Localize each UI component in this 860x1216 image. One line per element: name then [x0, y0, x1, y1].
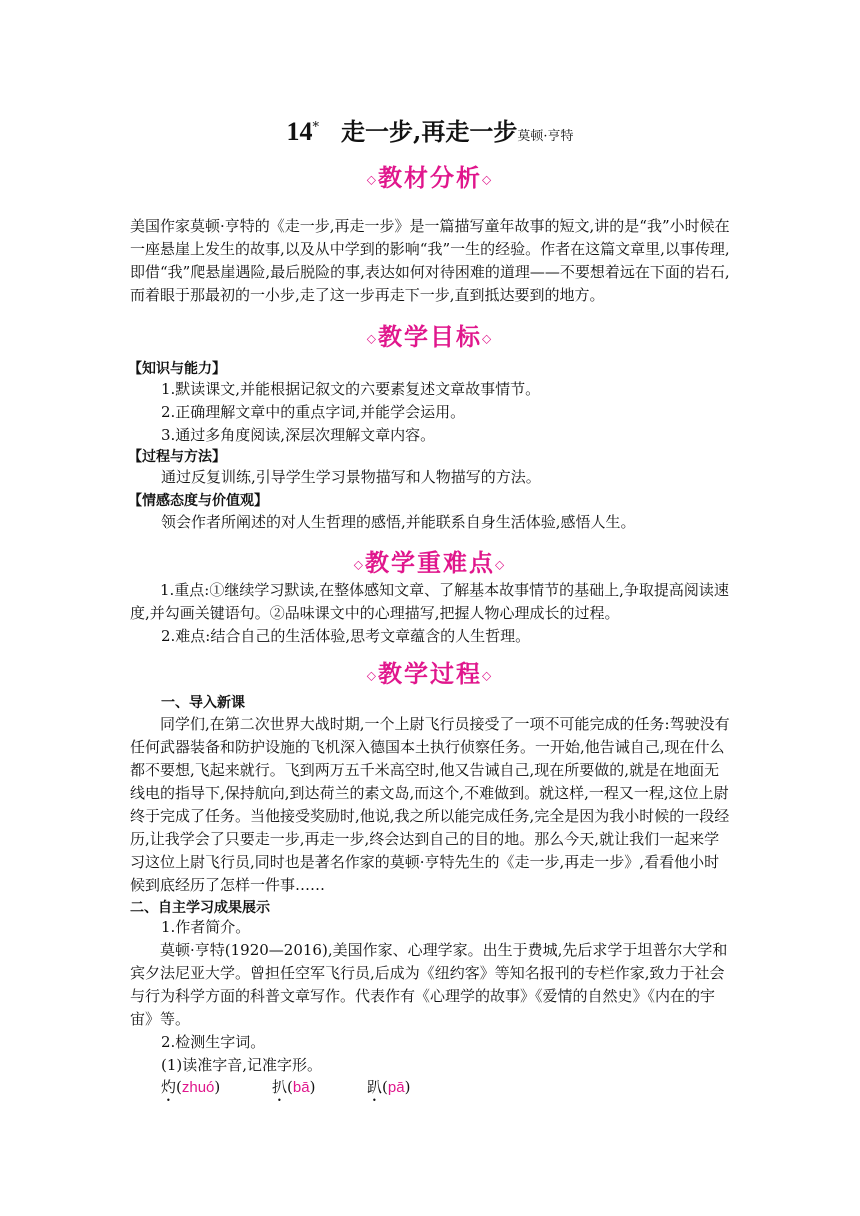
diamond-icon: ◇ — [482, 331, 494, 346]
key-point-2: 2.难点:结合自己的生活体验,思考文章蕴含的人生哲理。 — [161, 627, 531, 645]
item-vocab: 2.检测生字词。 — [161, 1033, 266, 1051]
item-vocab-sub: (1)读准字音,记准字形。 — [161, 1056, 323, 1074]
part1-title: 一、导入新课 — [161, 695, 245, 711]
vocab-word: 扒(bā) — [272, 1078, 316, 1096]
knowledge-item: 1.默读课文,并能根据记叙文的六要素复述文章故事情节。 — [161, 380, 541, 398]
part2-title: 二、自主学习成果展示 — [130, 900, 270, 916]
title-text: 走一步,再走一步 — [341, 117, 518, 146]
section-heading-goals: ◇教学目标◇ — [366, 322, 494, 351]
diamond-icon: ◇ — [366, 331, 378, 346]
lesson-title — [0, 112, 860, 147]
knowledge-item: 2.正确理解文章中的重点字词,并能学会运用。 — [161, 403, 466, 421]
section-heading-process: ◇教学过程◇ — [366, 659, 494, 688]
section-heading-analysis: ◇教材分析◇ — [366, 163, 494, 192]
section-heading-key-points: ◇教学重难点◇ — [353, 548, 507, 577]
lesson-number: 14 — [286, 117, 313, 146]
key-point-1: 1.重点:①继续学习默读,在整体感知文章、了解基本故事情节的基础上,争取提高阅读速度,并勾画关键语句。②品味课文中的心理描写,把握人物心理成长的过程。 — [130, 581, 729, 622]
process-label: 【过程与方法】 — [128, 449, 226, 465]
knowledge-label: 【知识与能力】 — [128, 361, 226, 377]
process-text: 通过反复训练,引导学生学习景物描写和人物描写的方法。 — [161, 468, 541, 486]
analysis-body: 美国作家莫顿·亨特的《走一步,再走一步》是一篇描写童年故事的短文,讲的是“我”小时候在一座悬崖上发生的故事,以及从中学到的影响“我”一生的经验。作者在这篇文章里,以事传理,即借“我”爬悬崖遇险,最后脱险的事,表达如何对待困难的道理——不要想着远在下面的岩石,而着眼于那最初的一小步,走了这一步再走下一步,直到抵达要到的地方。 — [130, 217, 730, 304]
item-author-intro: 1.作者简介。 — [161, 918, 251, 936]
part1-text: 同学们,在第二次世界大战时期,一个上尉飞行员接受了一项不可能完成的任务:驾驶没有任何武器装备和防护设施的飞机深入德国本土执行侦察任务。一开始,他告诫自己,现在什么都不要想,飞起来就行。飞到两万五千米高空时,他又告诫自己,现在所要做的,就是在地面无线电的指导下,保持航向,到达荷兰的素文岛,而这个,不难做到。就这样,一程又一程,这位上尉终于完成了任务。当他接受奖励时,他说,我之所以能完成任务,完全是因为我小时候的一段经历,让我学会了只要走一步,再走一步,终会达到自己的目的地。那么今天,就让我们一起来学习这位上尉飞行员,同时也是著名作家的莫顿·亨特先生的《走一步,再走一步》,看看他小时候到底经历了怎样一件事…… — [130, 715, 730, 894]
knowledge-item: 3.通过多角度阅读,深层次理解文章内容。 — [161, 426, 436, 444]
emotion-label: 【情感态度与价值观】 — [128, 493, 268, 509]
vocab-word: 趴(pā) — [367, 1078, 411, 1096]
emotion-text: 领会作者所阐述的对人生哲理的感悟,并能联系自身生活体验,感悟人生。 — [161, 513, 636, 531]
lesson-mark: * — [312, 120, 319, 135]
vocab-word: 灼(zhuó) — [161, 1078, 221, 1096]
author-name: 莫顿·亨特 — [517, 129, 574, 144]
diamond-icon: ◇ — [366, 172, 378, 187]
diamond-icon: ◇ — [482, 172, 494, 187]
diamond-icon: ◇ — [482, 668, 494, 683]
diamond-icon: ◇ — [353, 557, 365, 572]
diamond-icon: ◇ — [495, 557, 507, 572]
author-bio: 莫顿·亨特(1920—2016),美国作家、心理学家。出生于费城,先后求学于坦普尔大学和宾夕法尼亚大学。曾担任空军飞行员,后成为《纽约客》等知名报刊的专栏作家,致力于社会与行为科学方面的科普文章写作。代表作有《心理学的故事》《爱情的自然史》《内在的宇宙》等。 — [130, 941, 728, 1028]
diamond-icon: ◇ — [366, 668, 378, 683]
